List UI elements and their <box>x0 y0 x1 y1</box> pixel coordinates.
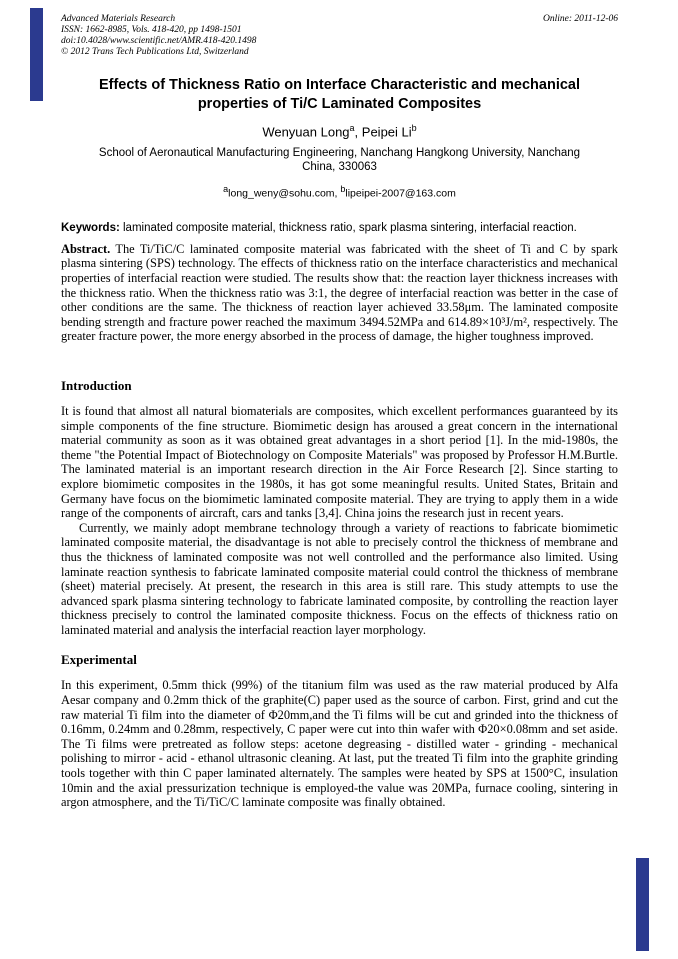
email-address-1: long_weny@sohu.com <box>228 187 335 200</box>
page-edge-bar-bottom-right <box>636 858 649 951</box>
page-content <box>61 14 618 810</box>
emails-line <box>61 183 618 201</box>
abstract-text: The Ti/TiC/C laminated composite material was fabricated with the sheet of Ti and C by spark plasma sintering (SPS) technology. The effects of thickness ratio on the interface characteristics and mechanical properties of interfacial reaction were studied. The results show that: the reaction layer thickness increases with the thickness ratio. When the thickness ratio was 3:1, the degree of interfacial reaction was better in the case of other conditions are the same. The thickness of reaction layer achieved 33.58μm. The laminated composite bending strength and fracture power reached the maximum 3494.52MPa and 614.89×10³J/m², respectively. The greater fracture power, the more energy absorbed in the process of damage, the higher toughness improved. <box>61 241 618 344</box>
affiliation: School of Aeronautical Manufacturing Engineering, Nanchang Hangkong University, Nanchang China, 330063 <box>98 147 581 174</box>
section-heading-experimental: Experimental <box>61 652 137 668</box>
page-edge-bar-top-left <box>30 8 43 101</box>
experimental-paragraph-1: In this experiment, 0.5mm thick (99%) of the titanium film was used as the raw material produced by Alfa Aesar company and 0.2mm thick of the graphite(C) paper used as the source of carbon. First, grind and cut the raw material Ti film into the diameter of Φ20mm,and the Ti films will be cut and grinded into the thickness of 0.16mm, 0.24mm and 0.28mm, respectively, C paper were cut into thin wafer with Φ20×0.08mm and set aside. The Ti films were pretreated as follow steps: acetone degreasing - distilled water - grinding - mechanical polishing to mirror - acid - ethanol ultrasonic cleaning. At last, put the treated Ti film into the graphite grinding tools together with thin C paper laminated alternately. The samples were heated by SPS at 1500°C, insulation 10min and the axial pressurization technique is employed-the value was 20MPa, furnace cooling, sintering in argon atmosphere, and the Ti/TiC/C laminate composite was finally obtained. <box>61 678 618 810</box>
email-sup-2: b <box>340 184 346 195</box>
email-separator: , <box>334 187 341 200</box>
journal-copyright-line: © 2012 Trans Tech Publications Ltd, Switzerland <box>61 47 249 57</box>
author-name-2: Peipei Li <box>361 124 412 140</box>
journal-doi-line: doi:10.4028/www.scientific.net/AMR.418-420.1498 <box>61 36 257 46</box>
journal-header <box>61 14 618 58</box>
introduction-paragraph-1: It is found that almost all natural biomaterials are composites, which excellent performances guaranteed by its simple components of the fine structure. Biomimetic design has aroused a great concern in the international material community as soon as it was obtained great advantages in a short period [1]. In the mid-1980s, the theme "the Potential Impact of Biotechnology on Composite Materials" was proposed by Professor H.M.Burtle. The laminated material is an important research direction in the Air Force Research [2]. Since starting to explore biomimetic composites in the 1980s, it has got some meaningful results. United States, Britain and Germany have focus on the biomimetic laminated composite material. They are trying to apply them in a wide range of the components of aircraft, cars and tanks [3,4]. China joins the research just in recent years. <box>61 403 618 521</box>
abstract-label: Abstract. <box>61 241 111 256</box>
keywords-line <box>61 221 618 235</box>
abstract-paragraph <box>61 242 618 344</box>
authors-line <box>61 120 618 140</box>
keywords-text: laminated composite material, thickness ratio, spark plasma sintering, interfacial reaction. <box>119 221 577 234</box>
journal-header-left <box>61 14 256 58</box>
introduction-paragraph-2: Currently, we mainly adopt membrane technology through a variety of reactions to fabricate biomimetic laminated composite material, the disadvantage is not able to precisely control the thickness of membrane and thus the thickness of laminated composite was not well controlled and the performance also limited. Using laminate reaction synthesis to fabricate laminated composite material could control the thickness of membrane (sheet) material precisely. At present, the research in this area is still rare. This study attempts to use the advanced spark plasma sintering technology to fabricate laminated composite, by controlling the reaction layer thickness precisely to control the laminated composite thickness. Focus on the effects of thickness ratio on laminated material and analysis the interfacial reaction layer morphology. <box>61 520 618 637</box>
section-heading-introduction: Introduction <box>61 377 132 393</box>
author-sup-2: b <box>411 123 417 133</box>
paper-title: Effects of Thickness Ratio on Interface Characteristic and mechanical properties of Ti/C Laminated Composites <box>98 77 581 112</box>
email-address-2: lipeipei-2007@163.com <box>345 187 456 200</box>
author-name-1: Wenyuan Long <box>262 124 350 140</box>
online-date: Online: 2011-12-06 <box>542 14 618 24</box>
keywords-label: Keywords: <box>61 221 120 234</box>
journal-issn-line: ISSN: 1662-8985, Vols. 418-420, pp 1498-1501 <box>61 25 242 35</box>
email-sup-1: a <box>223 184 229 195</box>
author-separator: , <box>354 124 362 140</box>
journal-title: Advanced Materials Research <box>61 14 176 24</box>
author-sup-1: a <box>349 123 355 133</box>
